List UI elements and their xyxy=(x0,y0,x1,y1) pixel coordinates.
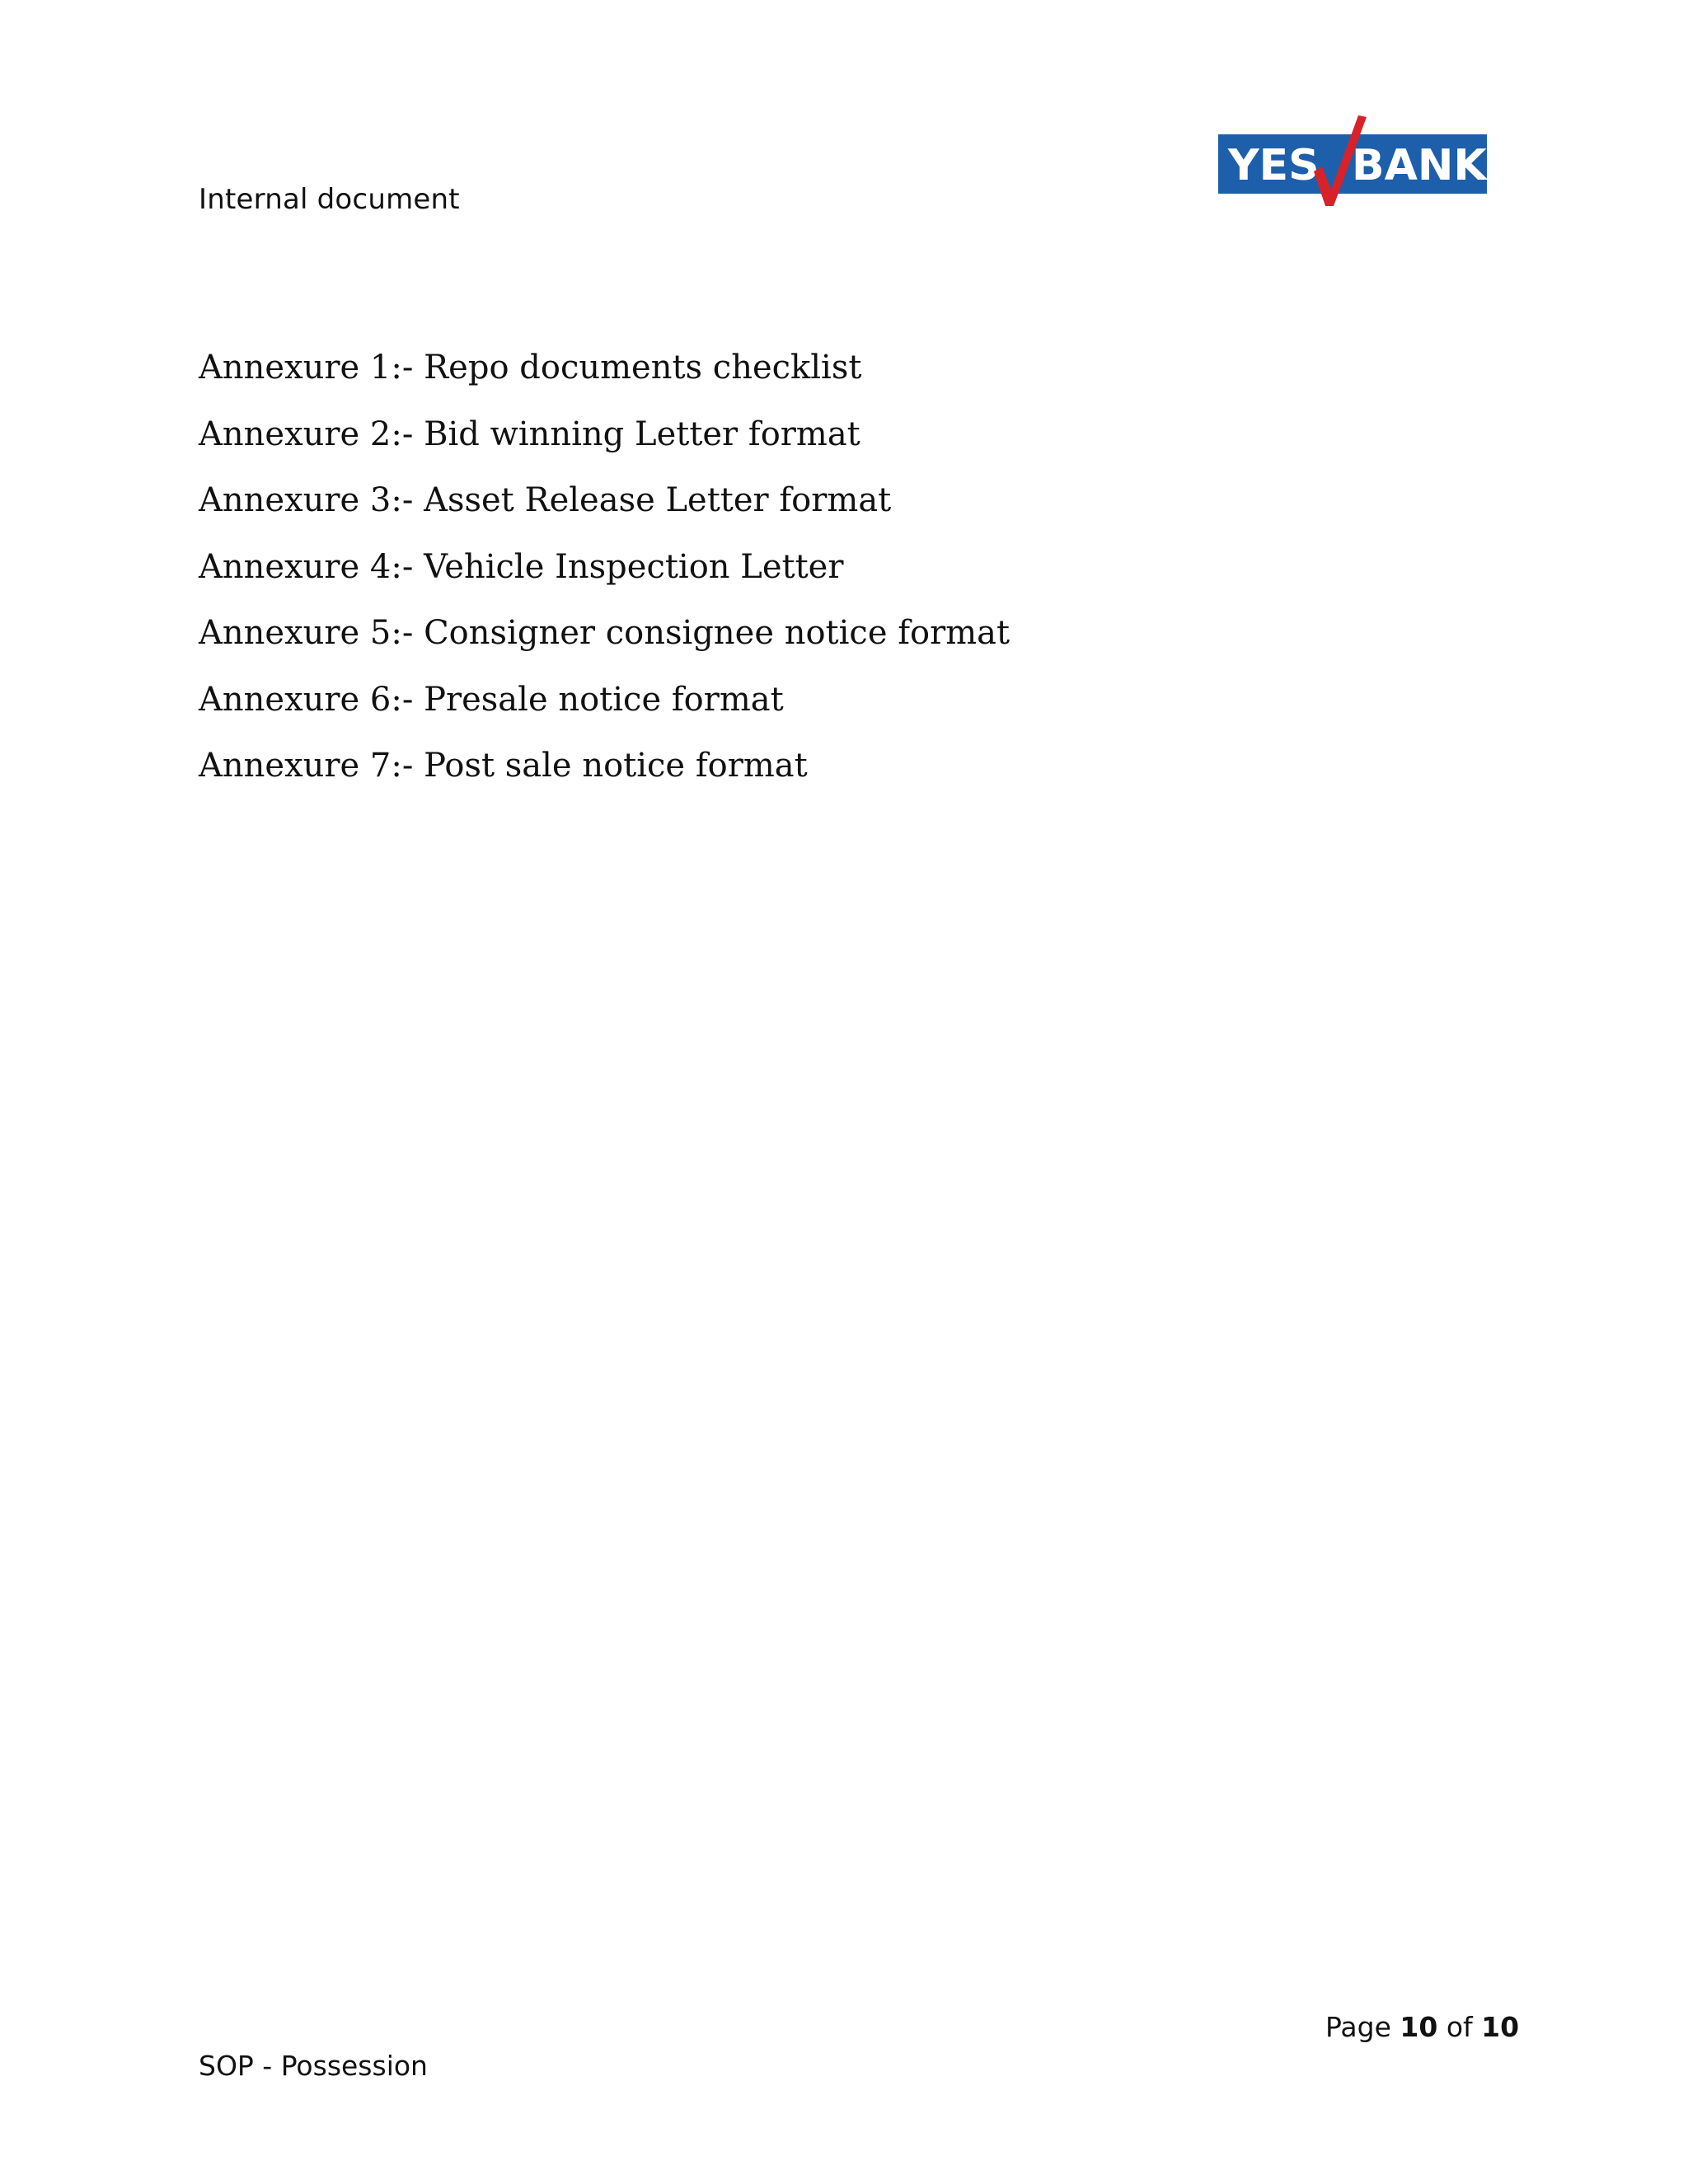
annexure-item: Annexure 1:- Repo documents checklist xyxy=(199,349,862,387)
yes-bank-logo xyxy=(1212,107,1500,214)
page-number xyxy=(1325,2011,1519,2043)
page-of: of xyxy=(1446,2011,1473,2043)
page-prefix: Page xyxy=(1325,2011,1391,2043)
annexure-item: Annexure 2:- Bid winning Letter format xyxy=(199,415,860,453)
annexure-item: Annexure 7:- Post sale notice format xyxy=(199,747,808,785)
logo-text-yes: YES xyxy=(1228,141,1320,190)
logo-text-bank: BANK xyxy=(1352,141,1487,190)
annexure-item: Annexure 6:- Presale notice format xyxy=(199,680,784,719)
annexure-item: Annexure 3:- Asset Release Letter format xyxy=(199,481,892,519)
annexure-item: Annexure 5:- Consigner consignee notice format xyxy=(199,614,1010,652)
document-name: SOP - Possession xyxy=(199,2050,428,2082)
annexure-list xyxy=(199,342,1010,807)
page-total: 10 xyxy=(1481,2011,1520,2043)
page-current: 10 xyxy=(1400,2011,1438,2043)
annexure-item: Annexure 4:- Vehicle Inspection Letter xyxy=(199,547,844,586)
header-label: Internal document xyxy=(199,183,460,216)
